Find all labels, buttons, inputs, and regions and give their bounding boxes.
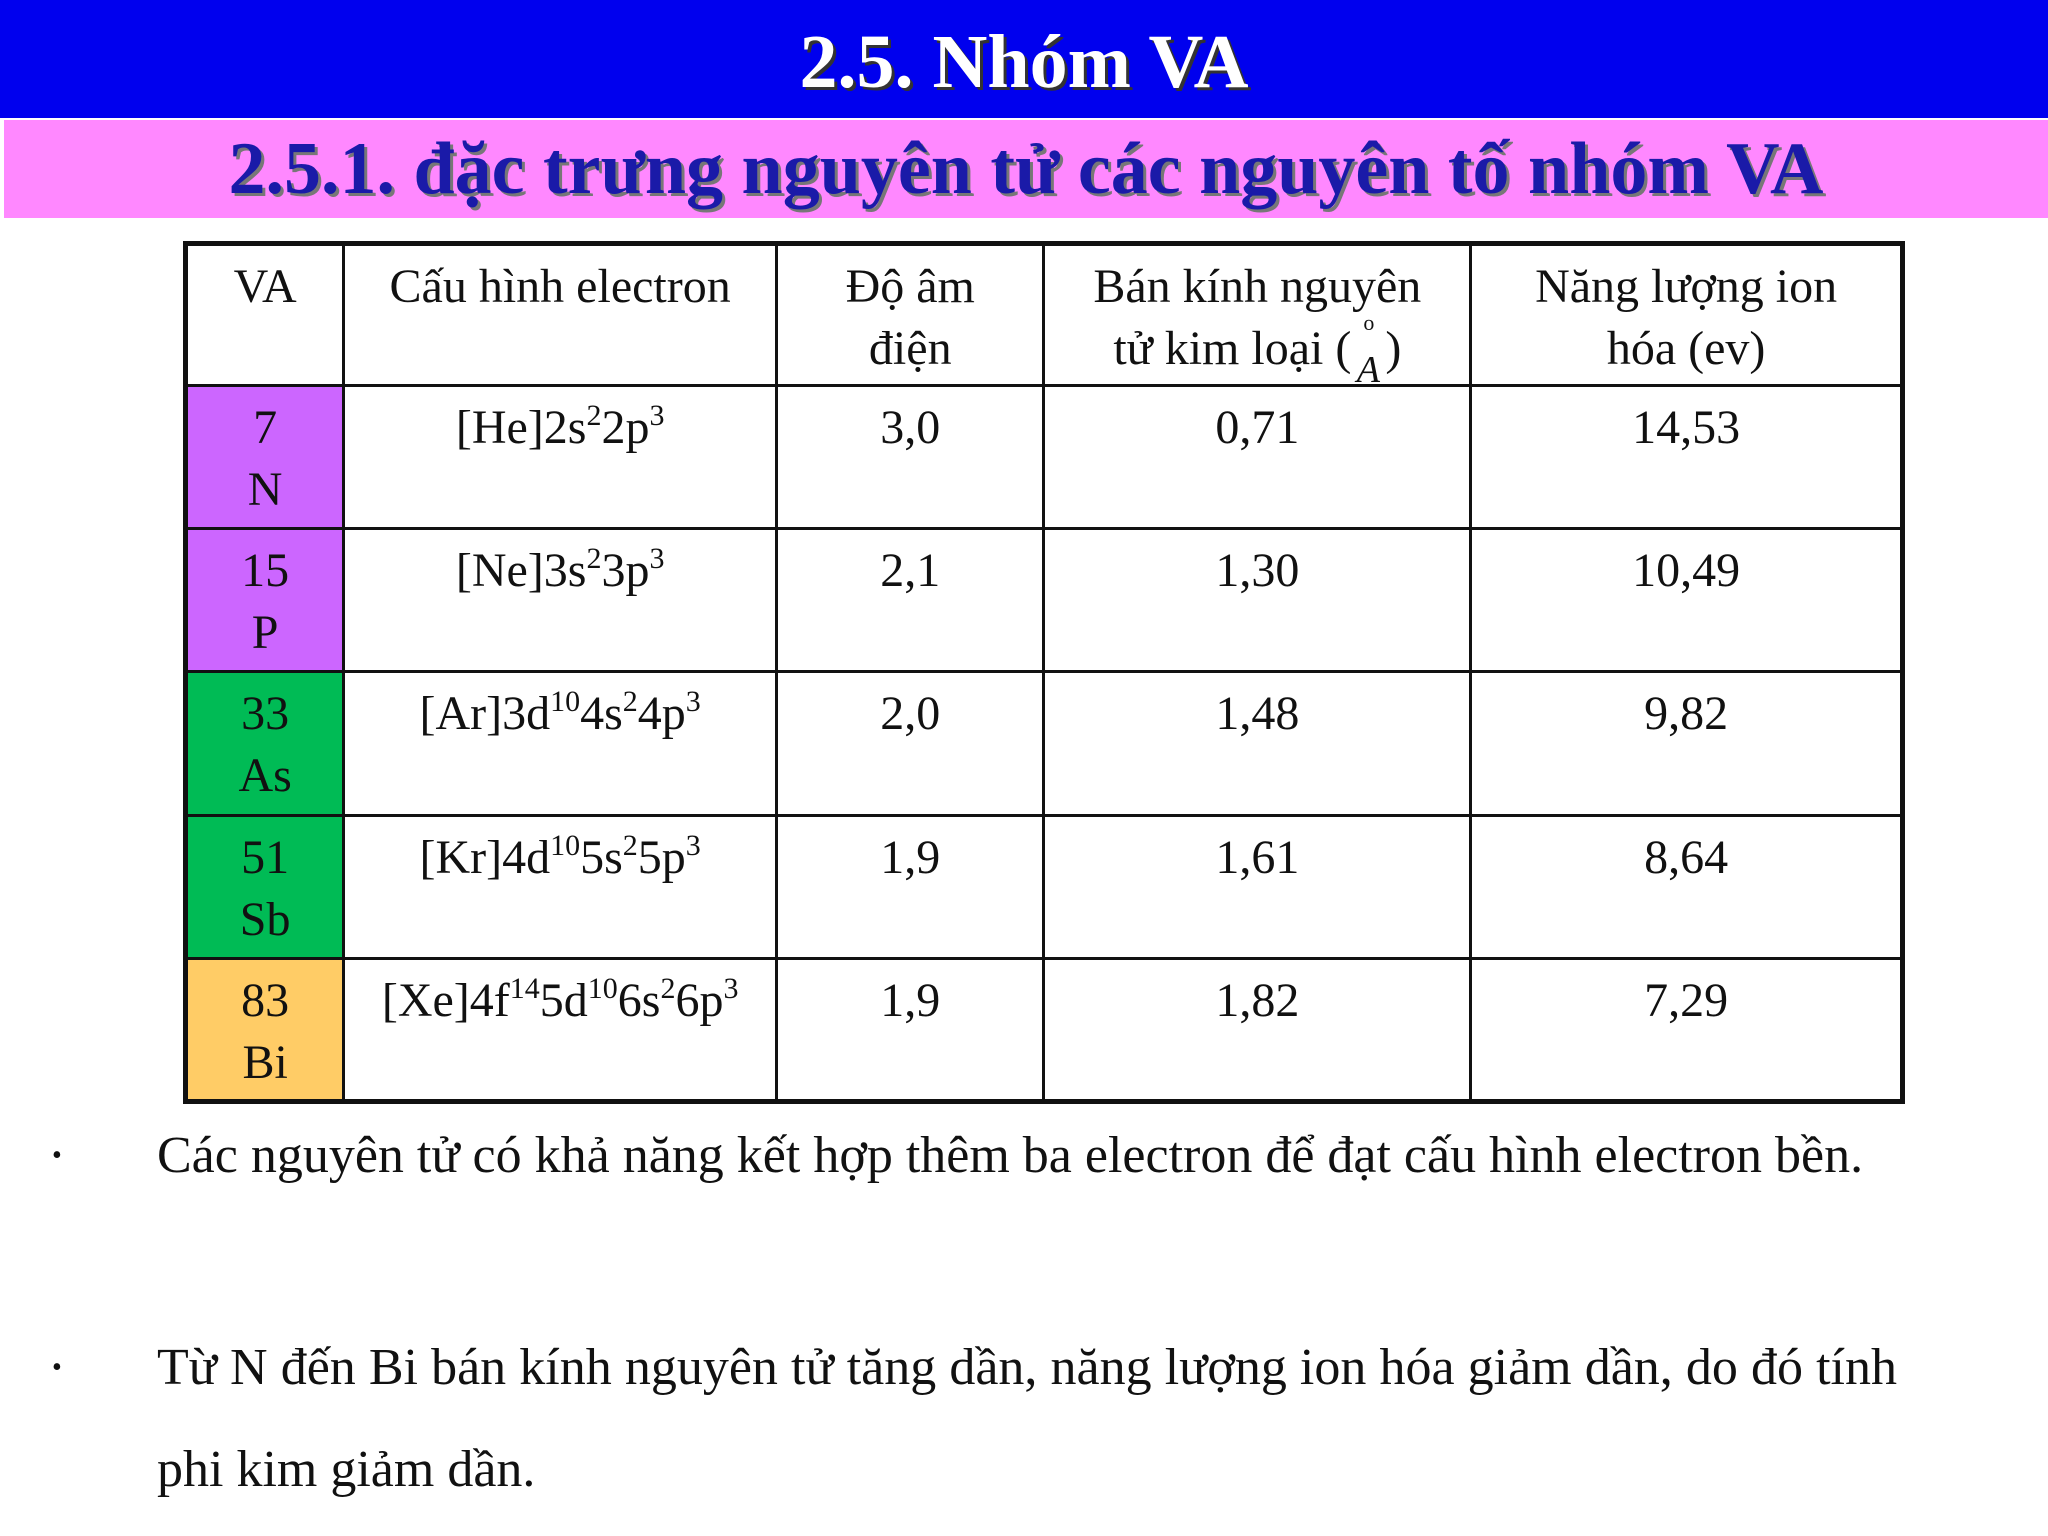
ionization-cell: 9,82 [1471,672,1903,815]
ionization-cell: 14,53 [1471,386,1903,529]
table-row [186,529,1903,672]
section-subtitle: 2.5.1. đặc trưng nguyên tử các nguyên tố nhóm VA [4,120,2048,218]
electronegativity-cell: 2,1 [777,529,1044,672]
radius-cell: 1,30 [1044,529,1471,672]
electronegativity-cell: 2,0 [777,672,1044,815]
ionization-cell: 7,29 [1471,958,1903,1101]
slide-title: 2.5. Nhóm VA [0,0,2048,118]
bullet-marker: • [52,1140,62,1171]
electron-config-cell: $[Ar]3d^{10}4s^24p^3$ [344,672,777,815]
electron-config-cell: $[Ne]3s^23p^3$ [344,529,777,672]
electron-config-cell: $[Xe]4f^{14}5d^{10}6s^26p^3$ [344,958,777,1101]
group-va-table [183,241,1905,1104]
element-cell: 33 As [186,672,344,815]
electron-config-cell: $[Kr]4d^{10}5s^25p^3$ [344,815,777,958]
header-electronegativity: Độ âm điện [777,244,1044,386]
header-ionization: Năng lượng ion hóa (ev) [1471,244,1903,386]
ionization-cell: 8,64 [1471,815,1903,958]
bullet-text: Các nguyên tử có khả năng kết hợp thêm ba electron để đạt cấu hình electron bền. [157,1127,1864,1184]
electronegativity-cell: 1,9 [777,815,1044,958]
table-header-row [186,244,1903,386]
radius-cell: 0,71 [1044,386,1471,529]
radius-cell: 1,61 [1044,815,1471,958]
bullet-text: Từ N đến Bi bán kính nguyên tử tăng dần, năng lượng ion hóa giảm dần, do đó tính phi kim giảm dần. [157,1339,1897,1498]
element-cell: 51 Sb [186,815,344,958]
header-config: Cấu hình electron [344,244,777,386]
radius-cell: 1,48 [1044,672,1471,815]
element-cell: 83 Bi [186,958,344,1101]
table-row [186,386,1903,529]
element-cell: 7 N [186,386,344,529]
table-row [186,815,1903,958]
radius-cell: 1,82 [1044,958,1471,1101]
electronegativity-cell: 3,0 [777,386,1044,529]
electronegativity-cell: 1,9 [777,958,1044,1101]
element-cell: 15 P [186,529,344,672]
table-row [186,672,1903,815]
bullet-marker: • [52,1352,62,1383]
electron-config-cell: $[He]2s^22p^3$ [344,386,777,529]
ionization-cell: 10,49 [1471,529,1903,672]
header-group: VA [186,244,344,386]
table-row [186,958,1903,1101]
angstrom-unit: o $_A$ [1356,310,1380,391]
header-radius: Bán kính nguyên tử kim loại ( o $_A$ ) [1044,244,1471,386]
